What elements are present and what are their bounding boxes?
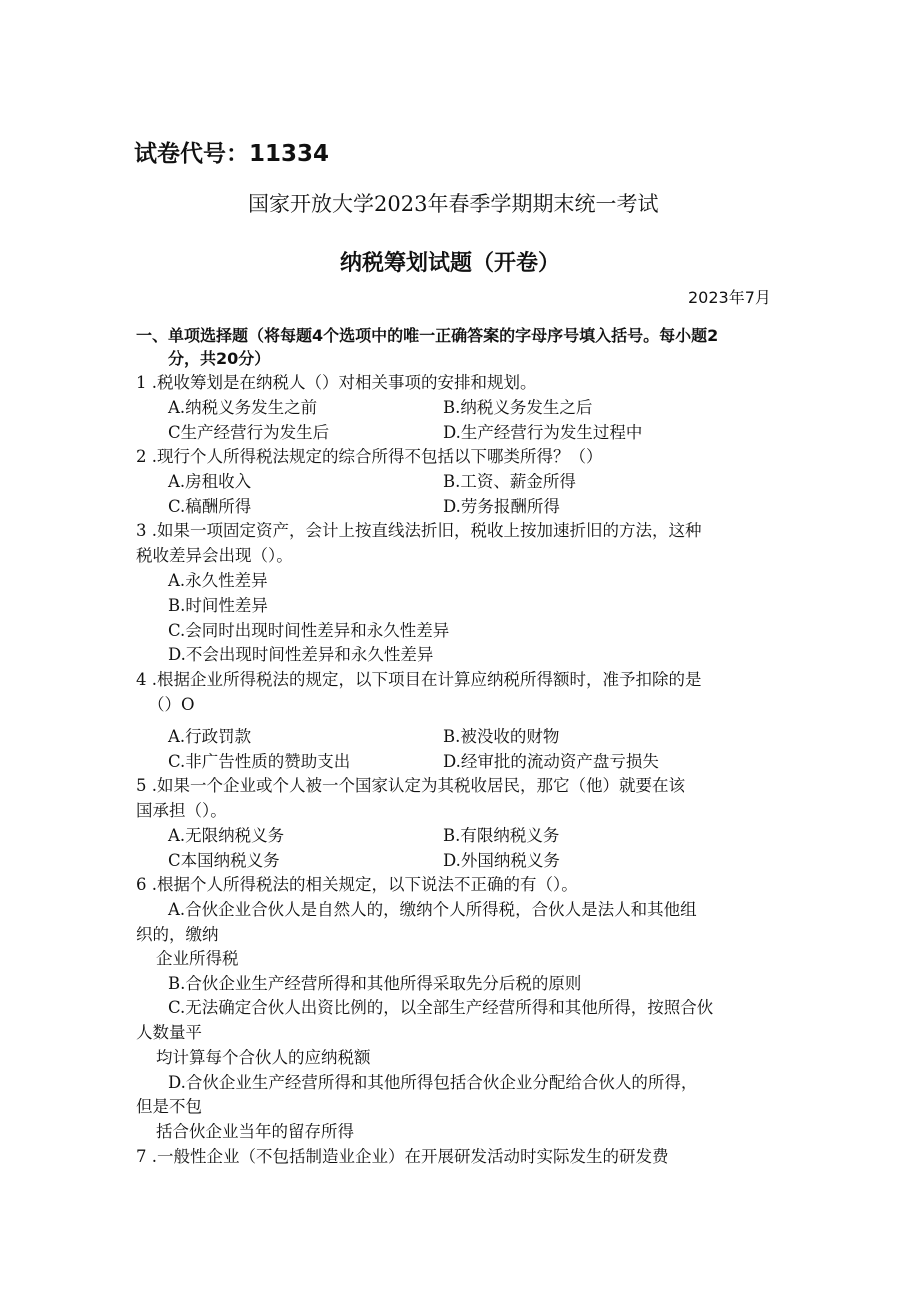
question-4-option-d: D.经审批的流动资产盘亏损失: [443, 752, 659, 771]
question-6-option-a-cont: 织的，缴纳: [136, 925, 219, 944]
question-4-option-c: C.非广告性质的赞助支出: [168, 752, 351, 771]
question-6-option-b: B.合伙企业生产经营所得和其他所得采取先分后税的原则: [168, 974, 582, 993]
question-2-stem: 2 .现行个人所得税法规定的综合所得不包括以下哪类所得？（）: [136, 447, 603, 466]
question-6-option-a-cont2: 企业所得税: [156, 949, 239, 968]
question-7-stem: 7 .一般性企业（不包括制造业企业）在开展研发活动时实际发生的研发费: [136, 1147, 669, 1166]
question-3-stem: 3 .如果一项固定资产，会计上按直线法折旧，税收上按加速折旧的方法，这种: [136, 521, 702, 540]
question-5-stem: 5 .如果一个企业或个人被一个国家认定为其税收居民，那它（他）就要在该: [136, 776, 685, 795]
question-6-option-c-cont: 人数量平: [136, 1023, 202, 1042]
question-3-option-d: D.不会出现时间性差异和永久性差异: [168, 645, 434, 664]
question-1-stem: 1 .税收筹划是在纳税人（）对相关事项的安排和规划。: [136, 373, 537, 392]
question-6-option-c: C.无法确定合伙人出资比例的，以全部生产经营所得和其他所得，按照合伙: [168, 998, 714, 1017]
question-4-stem-cont: （）O: [148, 695, 195, 714]
question-4-option-b: B.被没收的财物: [443, 727, 560, 746]
question-6-option-d-cont2: 括合伙企业当年的留存所得: [156, 1122, 354, 1141]
question-2-option-d: D.劳务报酬所得: [443, 497, 560, 516]
question-1-option-a: A.纳税义务发生之前: [168, 398, 318, 417]
question-5-stem-cont: 国承担（）。: [136, 801, 227, 820]
section-heading: 一、单项选择题（将每题4个选项中的唯一正确答案的字母序号填入括号。每小题2: [136, 326, 719, 345]
question-3-stem-cont: 税收差异会出现（）。: [136, 546, 293, 565]
question-5-option-c: C本国纳税义务: [168, 851, 280, 870]
question-2-option-a: A.房租收入: [168, 472, 252, 491]
question-1-option-c: C生产经营行为发生后: [168, 423, 330, 442]
question-4-option-a: A.行政罚款: [168, 727, 252, 746]
section-heading-cont: 分，共20分）: [168, 349, 271, 368]
question-6-option-d: D.合伙企业生产经营所得和其他所得包括合伙企业分配给合伙人的所得，: [168, 1073, 698, 1092]
question-3-option-c: C.会同时出现时间性差异和永久性差异: [168, 621, 450, 640]
question-3-option-a: A.永久性差异: [168, 571, 268, 590]
question-6-option-d-cont: 但是不包: [136, 1097, 202, 1116]
question-1-option-d: D.生产经营行为发生过程中: [443, 423, 643, 442]
question-5-option-a: A.无限纳税义务: [168, 826, 285, 845]
question-5-option-b: B.有限纳税义务: [443, 826, 560, 845]
subject-title: 纳税筹划试题（开卷）: [340, 251, 561, 276]
exam-date: 2023年7月: [688, 288, 771, 307]
question-6-option-a: A.合伙企业合伙人是自然人的，缴纳个人所得税，合伙人是法人和其他组: [168, 900, 697, 919]
question-5-option-d: D.外国纳税义务: [443, 851, 560, 870]
question-4-stem: 4 .根据企业所得税法的规定，以下项目在计算应纳税所得额时，准予扣除的是: [136, 670, 702, 689]
question-2-option-b: B.工资、薪金所得: [443, 472, 576, 491]
question-6-option-c-cont2: 均计算每个合伙人的应纳税额: [156, 1048, 371, 1067]
question-1-option-b: B.纳税义务发生之后: [443, 398, 593, 417]
paper-code: 试卷代号：11334: [134, 141, 330, 167]
exam-title: 国家开放大学2023年春季学期期末统一考试: [248, 192, 659, 216]
question-6-stem: 6 .根据个人所得税法的相关规定，以下说法不正确的有（）。: [136, 875, 578, 894]
question-2-option-c: C.稿酬所得: [168, 497, 252, 516]
question-3-option-b: B.时间性差异: [168, 596, 268, 615]
